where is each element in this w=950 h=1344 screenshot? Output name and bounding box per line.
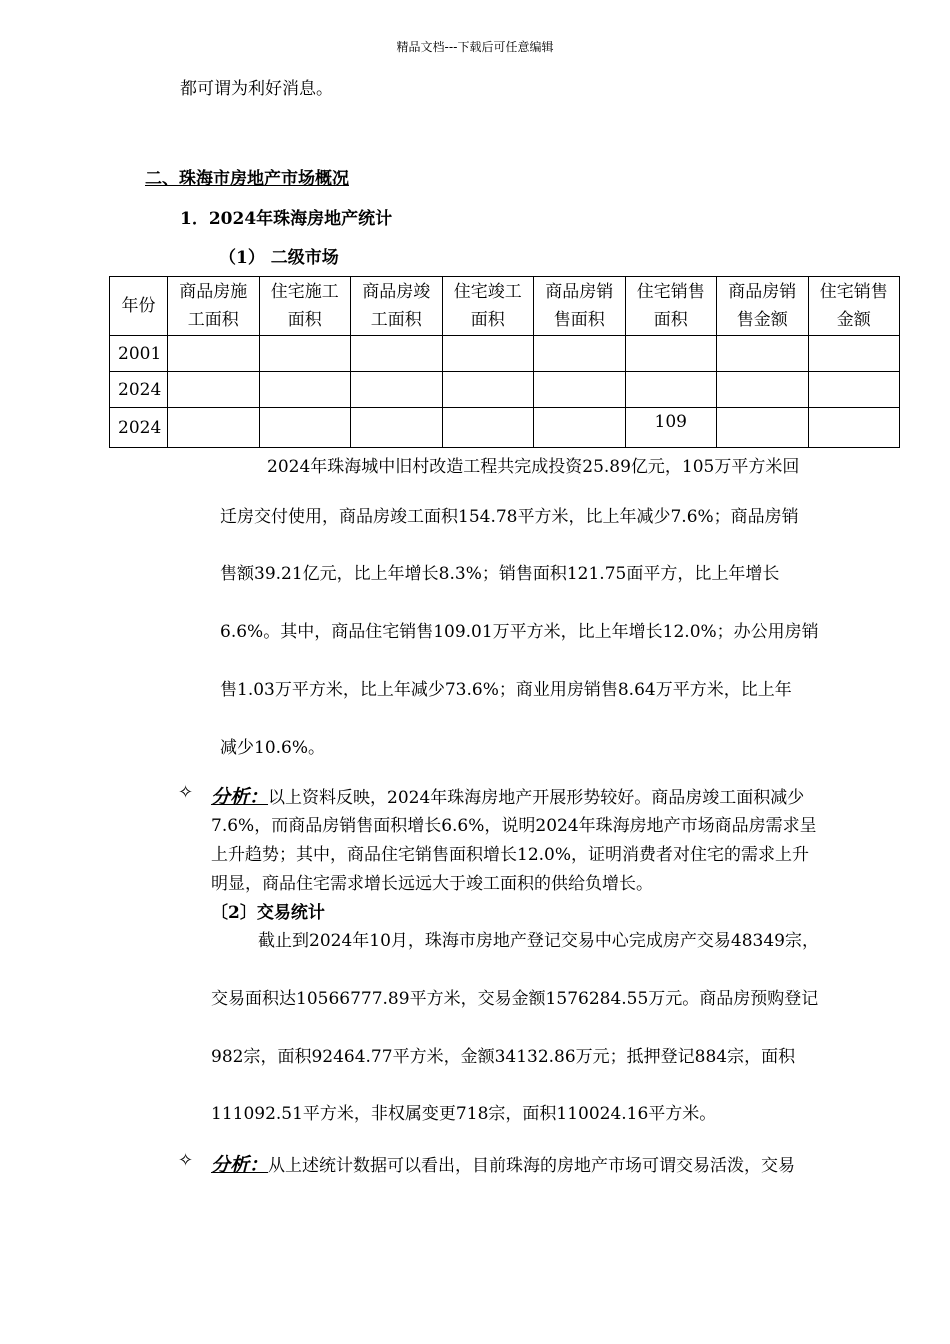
para2-line: 982宗，面积92464.77平方米，金额34132.86万元；抵押登记884宗，面积 [211,1047,796,1067]
analysis-line: 明显，商品住宅需求增长远远大于竣工面积的供给负增长。 [211,874,653,894]
year-cell: 2024 [110,408,168,448]
diamond-bullet-icon: ✧ [178,1150,194,1171]
table-cell [168,372,260,408]
table-cell [808,372,900,408]
table-header-row [110,277,900,336]
para2-line: 交易面积达10566777.89平方米，交易金额1576284.55万元。商品房预购登记 [211,989,819,1009]
table-cell: 109 [625,408,717,448]
analysis-line: 分析：以上资料反映，2024年珠海房地产开展形势较好。商品房竣工面积减少 [211,786,805,808]
analysis-label: 分析： [211,1154,269,1176]
para1-line: 售1.03万平方米，比上年减少73.6%；商业用房销售8.64万平方米，比上年 [220,680,792,700]
para1-line: 迁房交付使用，商品房竣工面积154.78平方米，比上年减少7.6%；商品房销 [220,507,799,527]
subsubsection-title: （1） 二级市场 [219,248,339,268]
header-cell: 商品房竣 工面积 [351,277,443,336]
header-cell: 商品房销 售面积 [534,277,626,336]
year-cell: 2001 [110,336,168,372]
table-cell [625,336,717,372]
table-cell [168,408,260,448]
header-cell: 年份 [110,277,168,336]
table-cell [259,372,351,408]
header-cell: 住宅销售 金额 [808,277,900,336]
header-cell: 住宅销售 面积 [625,277,717,336]
subsubsection-title: 〔2〕交易统计 [211,903,325,923]
para2-line: 111092.51平方米，非权属变更718宗，面积110024.16平方米。 [211,1104,717,1124]
para2-line: 截止到2024年10月，珠海市房地产登记交易中心完成房产交易48349宗， [258,931,819,951]
table-cell [534,408,626,448]
analysis-line: 分析：从上述统计数据可以看出，目前珠海的房地产市场可谓交易活泼，交易 [211,1154,796,1176]
table-cell [351,336,443,372]
table-cell [442,336,534,372]
section-title: 二、珠海市房地产市场概况 [145,169,349,189]
table-cell [808,336,900,372]
table-cell [717,372,809,408]
para1-line: 2024年珠海城中旧村改造工程共完成投资25.89亿元，105万平方米回 [267,457,800,477]
table-cell [717,336,809,372]
header-cell: 住宅竣工 面积 [442,277,534,336]
table-cell [351,408,443,448]
table-cell [259,336,351,372]
table-cell [168,336,260,372]
table-row [110,336,900,372]
statistics-table [109,276,900,448]
table-row [110,372,900,408]
table-cell [534,336,626,372]
intro-tail-text: 都可谓为利好消息。 [180,79,333,99]
subsection-title: 1．2024年珠海房地产统计 [180,209,393,229]
table-row [110,408,900,448]
table-cell [534,372,626,408]
analysis-label: 分析： [211,786,269,808]
table-cell [717,408,809,448]
para1-line: 减少10.6%。 [220,738,326,758]
year-cell: 2024 [110,372,168,408]
header-cell: 住宅施工 面积 [259,277,351,336]
para1-line: 售额39.21亿元，比上年增长8.3%；销售面积121.75面平方，比上年增长 [220,564,780,584]
header-cell: 商品房销 售金额 [717,277,809,336]
table-cell [351,372,443,408]
table-cell [442,408,534,448]
diamond-bullet-icon: ✧ [178,782,194,803]
analysis-line: 7.6%，而商品房销售面积增长6.6%，说明2024年珠海房地产市场商品房需求呈 [211,816,817,836]
analysis-line: 上升趋势；其中，商品住宅销售面积增长12.0%，证明消费者对住宅的需求上升 [211,845,810,865]
table-cell [259,408,351,448]
page-header: 精品文档---下载后可任意编辑 [396,40,554,54]
table-cell [808,408,900,448]
para1-line: 6.6%。其中，商品住宅销售109.01万平方米，比上年增长12.0%；办公用房销 [220,622,819,642]
table-cell [442,372,534,408]
header-cell: 商品房施 工面积 [168,277,260,336]
table-cell [625,372,717,408]
